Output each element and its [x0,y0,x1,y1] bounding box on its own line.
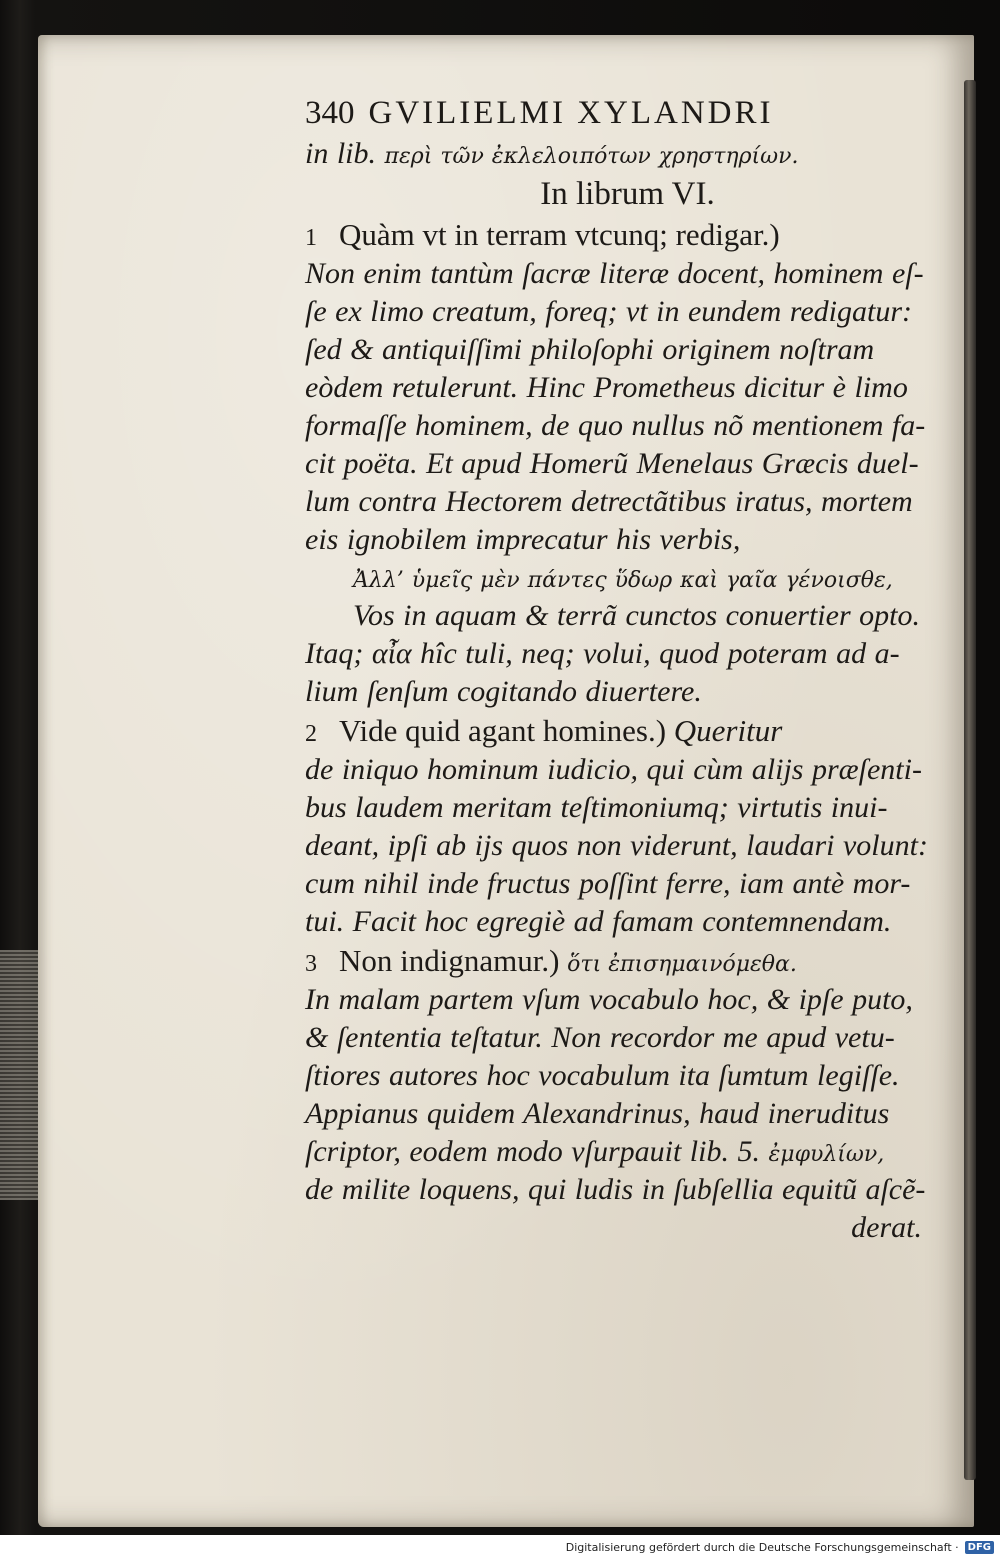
footer-credit: Digitalisierung gefördert durch die Deutsche Forschungsgemeinschaft · [565,1540,959,1554]
latin-verse: Vos in aquam & terrã cunctos conuertier opto. [353,599,920,632]
text-line: ſtiores autores hoc vocabulum ita ſumtum legiſſe. [305,1059,900,1092]
text-line: cum nihil inde fructus poſſint ferre, iam antè mor- [305,867,911,900]
entry-3-lemma-line [305,941,930,981]
entry-lemma-greek: ὅτι ἐπισημαινόμεθα. [567,952,797,977]
text-line: Itaq; αἶα hîc tuli, neq; volui, quod poteram ad a- [305,637,900,670]
entry-lemma-tail: Queritur [673,713,783,748]
binding-edge [0,950,40,1200]
text-line [305,1133,930,1171]
sub-head-latin: in lib. [305,137,377,170]
text-line: & ſententia teſtatur. Non recordor me apud vetu- [305,1021,895,1054]
text-line: cit poëta. Et apud Homerũ Menelaus Græcis duel- [305,447,919,480]
running-head [305,95,930,135]
digitization-footer [0,1535,1000,1559]
text-line: eis ignobilem imprecatur his verbis, [305,523,741,556]
page-text [305,95,930,1247]
sub-head [305,135,930,173]
entry-number: 2 [305,721,317,747]
text-line: Non enim tantùm ſacræ literæ docent, hominem eſ- [305,257,924,290]
text-line: tui. Facit hoc egregiè ad famam contemnendam. [305,905,892,938]
text-line: lum contra Hectorem detrectãtibus iratus, mortem [305,485,913,518]
text-line: bus laudem meritam teſtimoniumq; virtutis inui- [305,791,888,824]
text-line: lium ſenſum cogitando diuertere. [305,675,702,708]
text-line: ſe ex limo creatum, foreq; vt in eundem redigatur: [305,295,913,328]
catchword-line: derat. [851,1211,922,1244]
text-line: de milite loquens, qui ludis in ſubſellia equitũ aſcẽ- [305,1173,926,1206]
entry-2-lemma-line [305,711,930,751]
entry-1-lemma-line [305,215,930,255]
text-line: Appianus quidem Alexandrinus, haud ineruditus [305,1097,890,1130]
text-line: formaſſe hominem, de quo nullus nõ mentionem fa- [305,409,926,442]
entry-number: 1 [305,225,317,251]
page-number: 340 [305,95,355,131]
sub-head-greek: περὶ τῶν ἐκλελοιπότων χρηστηρίων. [384,144,799,169]
page-fore-edge [964,80,976,1480]
text-line: In malam partem vſum vocabulo hoc, & ipſe puto, [305,983,913,1016]
text-line: de iniquo hominum iudicio, qui cùm alijs præſenti- [305,753,922,786]
text-line: eòdem retulerunt. Hinc Prometheus dicitur è limo [305,371,908,404]
entry-lemma: Quàm vt in terram vtcunq; redigar.) [339,217,780,252]
greek-verse-text: Ἀλλ’ ὑμεῖς μὲν πάντες ὕδωρ καὶ γαῖα γένοισθε, [353,568,893,593]
text-line: deant, ipſi ab ijs quos non viderunt, laudari volunt: [305,829,928,862]
entry-lemma: Non indignamur.) [339,943,560,978]
section-heading: In librum VI. [540,176,715,212]
entry-number: 3 [305,951,317,977]
text-line-part: ſcriptor, eodem modo vſurpauit lib. 5. [305,1135,760,1168]
dfg-logo: DFG [965,1541,994,1554]
text-line: ſed & antiquiſſimi philoſophi originem noſtram [305,333,875,366]
entry-lemma: Vide quid agant homines.) [339,713,667,748]
inline-greek: ἐμφυλίων, [768,1142,885,1167]
running-head-author: GVILIELMI XYLANDRI [368,95,774,131]
greek-verse [305,559,930,597]
